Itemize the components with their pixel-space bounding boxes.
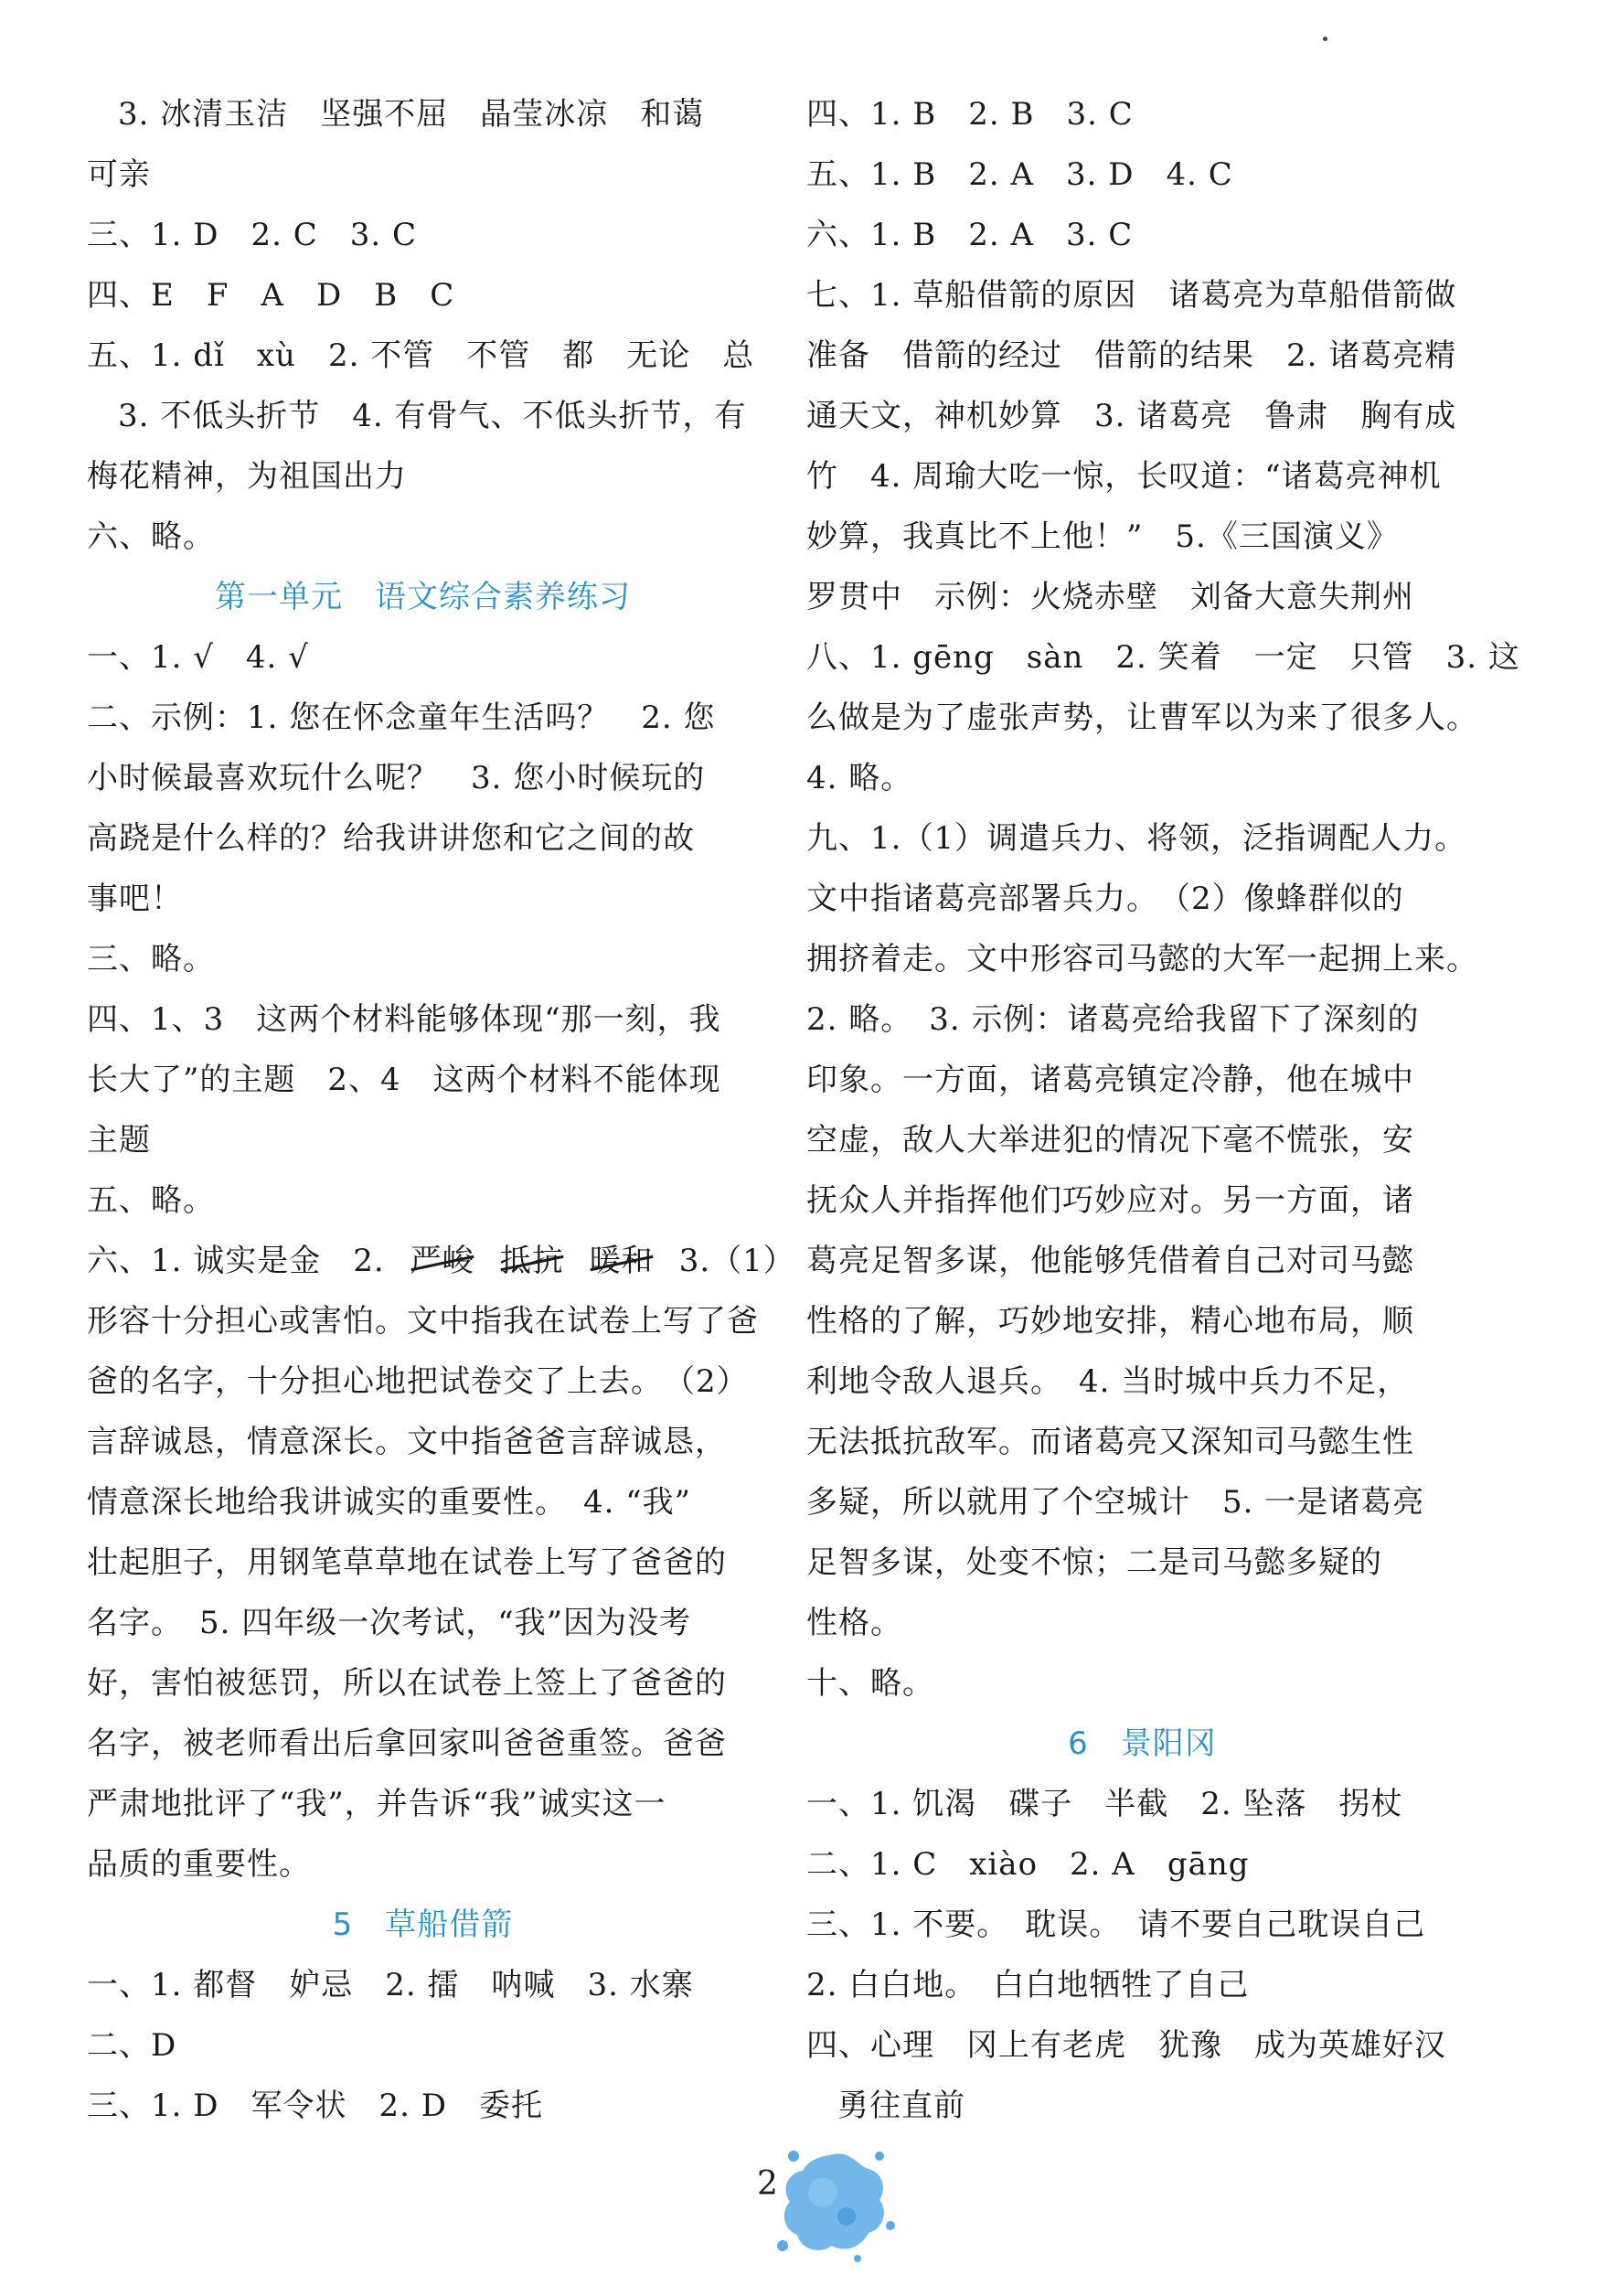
answer-line: 一、1. √ 4. √ xyxy=(87,639,309,676)
answer-line: 四、E F A D B C xyxy=(87,277,455,314)
answer-line: 小时候最喜欢玩什么呢？ 3. 您小时候玩的 xyxy=(87,760,706,796)
answer-line: 事吧！ xyxy=(87,881,183,917)
answer-line: 葛亮足智多谋，他能够凭借着自己对司马懿 xyxy=(806,1243,1414,1279)
answer-line xyxy=(87,1231,795,1291)
answer-line: 高跷是什么样的？给我讲讲您和它之间的故 xyxy=(87,820,695,857)
struck-word: 抵抗 xyxy=(500,1231,564,1291)
answer-line: 四、1、3 这两个材料能够体现“那一刻，我 xyxy=(87,1001,721,1038)
answer-line: 文中指诸葛亮部署兵力。 （2）像蜂群似的 xyxy=(806,881,1404,917)
answer-line: 五、略。 xyxy=(87,1182,215,1219)
answer-line: 勇往直前 xyxy=(837,2088,965,2124)
answer-line: 三、1. D 军令状 2. D 委托 xyxy=(87,2088,544,2124)
answer-line: 抚众人并指挥他们巧妙应对。另一方面，诸 xyxy=(806,1182,1414,1219)
answer-line: 三、1. 不要。 耽误。 请不要自己耽误自己 xyxy=(806,1906,1426,1943)
section-heading: 5 草船借箭 xyxy=(332,1906,514,1943)
answer-text: 3.（1） xyxy=(678,1243,795,1279)
answer-line: 性格。 xyxy=(806,1605,902,1641)
answer-line: 梅花精神，为祖国出力 xyxy=(87,458,407,495)
answer-line: 么做是为了虚张声势，让曹军以为来了很多人。 xyxy=(806,699,1478,736)
answer-line: 五、1. B 2. A 3. D 4. C xyxy=(806,156,1233,193)
right-column xyxy=(806,84,1520,2136)
answer-line: 爸的名字，十分担心地把试卷交了上去。 （2） xyxy=(87,1363,749,1400)
answer-line: 情意深长地给我讲诚实的重要性。 4. “我” xyxy=(87,1484,692,1521)
answer-text: 六、1. 诚实是金 2. xyxy=(87,1243,385,1279)
answer-line: 2. 略。 3. 示例：诸葛亮给我留下了深刻的 xyxy=(806,1001,1420,1038)
answer-line: 拥挤着走。文中形容司马懿的大军一起拥上来。 xyxy=(806,941,1478,977)
section-heading: 第一单元 语文综合素养练习 xyxy=(215,579,631,615)
answer-line: 三、略。 xyxy=(87,941,215,977)
answer-line: 九、1.（1）调遣兵力、将领，泛指调配人力。 xyxy=(806,820,1467,857)
answer-line: 印象。一方面，诸葛亮镇定冷静，他在城中 xyxy=(806,1062,1414,1098)
struck-word: 严峻 xyxy=(410,1231,474,1291)
answer-line: 妙算，我真比不上他！” 5.《三国演义》 xyxy=(806,518,1399,555)
answer-line: 严肃地批评了“我”，并告诉“我”诚实这一 xyxy=(87,1786,666,1822)
splash-decoration-icon xyxy=(770,2138,898,2266)
answer-line: 二、D xyxy=(87,2027,177,2064)
answer-line: 空虚，敌人大举进犯的情况下毫不慌张，安 xyxy=(806,1122,1414,1159)
answer-line: 形容十分担心或害怕。文中指我在试卷上写了爸 xyxy=(87,1303,759,1340)
answer-line: 准备 借箭的经过 借箭的结果 2. 诸葛亮精 xyxy=(806,337,1457,374)
answer-line: 无法抵抗敌军。而诸葛亮又深知司马懿生性 xyxy=(806,1424,1414,1460)
answer-line: 一、1. 都督 妒忌 2. 擂 呐喊 3. 水寨 xyxy=(87,1967,694,2003)
page-number: 2 xyxy=(757,2165,778,2203)
speck xyxy=(1323,37,1327,41)
answer-line: 一、1. 饥渴 碟子 半截 2. 坠落 拐杖 xyxy=(806,1786,1403,1822)
answer-line: 多疑，所以就用了个空城计 5. 一是诸葛亮 xyxy=(806,1484,1425,1521)
answer-line: 利地令敌人退兵。 4. 当时城中兵力不足， xyxy=(806,1363,1410,1400)
answer-line: 二、示例：1. 您在怀念童年生活吗？ 2. 您 xyxy=(87,699,716,736)
answer-line: 七、1. 草船借箭的原因 诸葛亮为草船借箭做 xyxy=(806,277,1457,314)
answer-line: 名字，被老师看出后拿回家叫爸爸重签。爸爸 xyxy=(87,1725,727,1762)
answer-line: 十、略。 xyxy=(806,1665,934,1702)
answer-line: 2. 白白地。 白白地牺牲了自己 xyxy=(806,1967,1250,2003)
answer-line: 足智多谋，处变不惊；二是司马懿多疑的 xyxy=(806,1544,1382,1581)
answer-line: 八、1. gēng sàn 2. 笑着 一定 只管 3. 这 xyxy=(806,639,1520,676)
answer-line: 二、1. C xiào 2. A gāng xyxy=(806,1846,1250,1883)
answer-line: 通天文，神机妙算 3. 诸葛亮 鲁肃 胸有成 xyxy=(806,398,1457,434)
answer-line: 名字。 5. 四年级一次考试，“我”因为没考 xyxy=(87,1605,692,1641)
answer-line: 好，害怕被惩罚，所以在试卷上签上了爸爸的 xyxy=(87,1665,727,1702)
answer-line: 壮起胆子，用钢笔草草地在试卷上写了爸爸的 xyxy=(87,1544,727,1581)
answer-line: 4. 略。 xyxy=(806,760,913,796)
answer-line: 言辞诚恳，情意深长。文中指爸爸言辞诚恳， xyxy=(87,1424,727,1460)
answer-line: 可亲 xyxy=(87,156,151,193)
answer-line: 五、1. dǐ xù 2. 不管 不管 都 无论 总 xyxy=(87,337,755,374)
answer-line: 3. 不低头折节 4. 有骨气、不低头折节，有 xyxy=(118,398,747,434)
section-heading: 6 景阳冈 xyxy=(1068,1725,1217,1762)
answer-line: 长大了”的主题 2、4 这两个材料不能体现 xyxy=(87,1062,721,1098)
answer-line: 竹 4. 周瑜大吃一惊，长叹道：“诸葛亮神机 xyxy=(806,458,1442,495)
answer-line: 3. 冰清玉洁 坚强不屈 晶莹冰凉 和蔼 xyxy=(118,96,705,133)
struck-word: 暖和 xyxy=(590,1231,654,1291)
answer-line: 四、心理 冈上有老虎 犹豫 成为英雄好汉 xyxy=(806,2027,1446,2064)
answer-line: 品质的重要性。 xyxy=(87,1846,311,1883)
answer-line: 六、略。 xyxy=(87,518,215,555)
answer-line: 主题 xyxy=(87,1122,151,1159)
answer-line: 六、1. B 2. A 3. C xyxy=(806,217,1134,253)
answer-line: 性格的了解，巧妙地安排，精心地布局，顺 xyxy=(806,1303,1414,1340)
answer-line: 四、1. B 2. B 3. C xyxy=(806,96,1134,133)
answer-line: 三、1. D 2. C 3. C xyxy=(87,217,418,253)
left-column xyxy=(87,84,795,2136)
answer-line: 罗贯中 示例：火烧赤壁 刘备大意失荆州 xyxy=(806,579,1414,615)
